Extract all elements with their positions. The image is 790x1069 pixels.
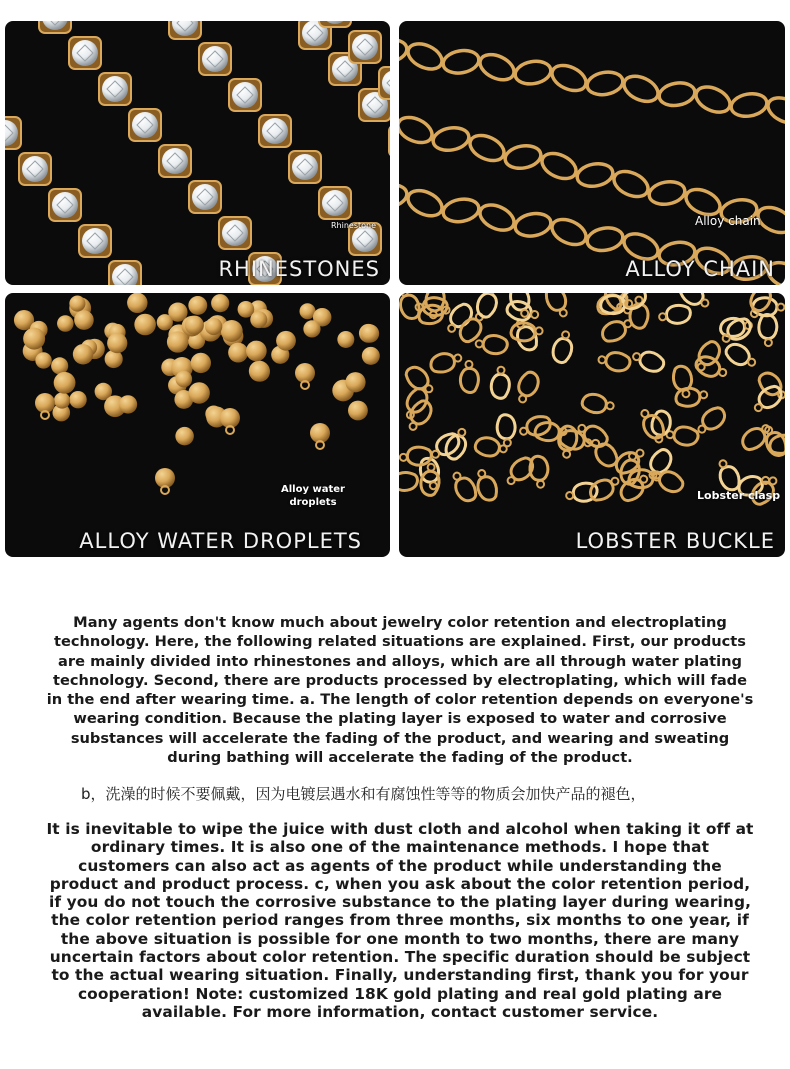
chain-link-icon [513,211,552,239]
lobster-clasp-icon [677,293,713,313]
alloy-droplets-image [5,293,390,557]
rhinestone-icon [319,21,351,27]
intro-paragraph: Many agents don't know much about jewelry color retention and electroplating technology. Here, the following related situations are explained. First, our products are mainly divided into rhinestones and alloys, which are all through water plating technology. Second, there are products processed by electroplating, which will fade in the end after wearing time. a. The length of color retention depends on everyone's wearing condition. Because the plating layer is exposed to water and corrosive substances will accelerate the fading of the product, and wearing and sweating during bathing will accelerate the fading of the product. [46,614,754,767]
chain-link-icon [513,59,552,87]
rhinestone-icon [199,43,231,75]
rhinestone-icon [289,151,321,183]
rhinestone-icon [229,79,261,111]
droplet-bead-icon [175,427,193,445]
rhinestone-icon [219,217,251,249]
lobster-clasp-icon [750,383,785,417]
lobster-clasp-icon [630,347,666,375]
droplet-bead-icon [361,324,379,342]
lobster-clasp-icon [429,349,464,375]
droplet-bead-icon [250,311,267,328]
rhinestone-icon [259,115,291,147]
lobster-clasp-caption: Lobster clasp [697,489,781,502]
droplet-bead-icon [119,395,137,413]
rhinestone-icon [79,225,111,257]
droplet-bead-icon [211,294,229,312]
chain-link-icon [503,143,542,171]
droplet-bead-icon [167,331,188,352]
chain-link-icon [585,225,624,253]
chain-link-icon [657,80,696,108]
chain-link-icon [620,71,662,106]
chain-link-icon [538,148,580,183]
lobster-buckle-title: LOBSTER BUCKLE [575,529,775,553]
droplet-bead-icon [362,347,380,365]
droplet-bead-icon [107,333,127,353]
lobster-clasp-icon [543,293,573,320]
lobster-clasp-icon [511,322,543,341]
droplet-bead-icon [35,352,51,368]
chain-link-icon [575,161,614,189]
droplet-bead-icon [246,341,267,362]
chain-link-icon [729,91,768,119]
lobster-clasp-icon [759,315,777,347]
chain-link-icon [441,48,480,76]
droplet-bead-icon [228,343,248,363]
rhinestone-icon [349,31,381,63]
chain-link-icon [476,200,518,235]
rhinestone-icon [69,37,101,69]
chain-link-icon [647,179,686,207]
droplet-bead-icon [69,295,85,311]
lobster-clasp-icon [581,392,615,415]
chain-link-icon [548,60,590,95]
rhinestone-icon [99,73,131,105]
droplet-bead-icon [205,318,222,335]
chain-link-icon [585,69,624,97]
rhinestone-icon [49,189,81,221]
chain-link-icon [610,166,652,201]
lobster-clasp-icon [597,350,631,372]
chinese-note-paragraph: b，洗澡的时候不要佩戴，因为电镀层遇水和有腐蚀性等等的物质会加快产品的褪色， [81,785,646,803]
lobster-clasp-icon [474,293,501,319]
droplet-bead-icon [57,315,74,332]
lobster-clasp-icon [587,472,623,504]
chain-link-icon [692,82,734,117]
droplet-bead-icon [73,344,93,364]
lobster-clasp-icon [497,414,516,446]
droplet-bead-icon [348,401,368,421]
rhinestone-icon [169,21,201,39]
lobster-clasp-image [399,293,785,557]
rhinestone-icon [379,67,390,99]
droplet-bead-icon [276,331,296,351]
droplet-bead-icon [337,331,354,348]
droplet-bead-icon [185,316,204,335]
rhinestone-icon [319,187,351,219]
rhinestone-icon [129,109,161,141]
droplet-bead-icon [134,314,156,336]
droplet-bead-icon [175,371,192,388]
rhinestone-icon [389,125,390,157]
alloy-chain-image [399,21,785,285]
lobster-clasp-icon [475,334,508,354]
alloy-chain-title: ALLOY CHAIN [625,257,775,281]
rhinestone-icon [19,153,51,185]
rhinestone-icon [189,181,221,213]
droplet-bead-icon [54,392,70,408]
rhinestone-chain-image [5,21,390,285]
alloy-chain-caption: Alloy chain [695,214,761,228]
droplet-bead-icon [345,372,365,392]
rhinestone-icon [39,21,71,33]
lobster-clasp-icon [399,471,418,492]
lobster-clasp-icon [460,361,478,393]
rhinestones-title: RHINESTONES [218,257,380,281]
lobster-clasp-icon [448,468,480,504]
droplet-bead-icon [191,353,211,373]
chain-link-icon [404,39,446,74]
droplet-bead-icon [127,293,147,313]
chain-link-icon [476,50,518,85]
chain-link-icon [431,125,470,153]
lobster-clasp-icon [671,365,695,399]
alloy-chain-tile [399,21,785,285]
droplet-bead-icon [157,314,173,330]
droplet-bead-icon [188,296,207,315]
alloy-droplets-caption: Alloy water droplets [281,484,345,508]
rhinestones-caption: Rhinestone [331,221,377,230]
droplet-bead-icon [69,391,86,408]
lobster-clasp-icon [551,329,576,364]
chain-link-icon [466,130,508,165]
lobster-clasp-icon [517,414,553,441]
rhinestone-icon [159,145,191,177]
lobster-clasp-icon [490,366,510,399]
rhinestone-icon [109,261,141,285]
chain-link-icon [441,196,480,224]
rhinestones-tile [5,21,390,285]
chain-link-icon [764,93,785,128]
droplet-bead-icon [221,320,243,342]
lobster-clasp-icon [723,340,759,372]
closing-paragraph: It is inevitable to wipe the juice with dust cloth and alcohol when taking it off at ordinary times. It is also one of the maintenance methods. I hope that customers can also act as agents of the product while understanding the product and product process. c, when you ask about the color retention period, if you do not touch the corrosive substance to the plating layer during wearing, the color retention period ranges from three months, six months to one year, if the above situation is possible for one month to two months, there are many uncertain factors about color retention. The specific duration should be subject to the actual wearing situation. Finally, understanding first, thank you for your cooperation! Note: customized 18K gold plating and real gold plating are available. For more information, contact customer service. [46,820,754,1021]
droplet-bead-icon [303,320,320,337]
chain-link-icon [404,186,446,221]
lobster-clasp-icon [399,446,431,466]
lobster-clasp-icon [718,315,754,347]
droplet-bead-icon [250,362,270,382]
droplet-bead-icon [51,357,68,374]
lobster-buckle-tile [399,293,785,557]
alloy-droplets-title: ALLOY WATER DROPLETS [79,529,362,553]
chain-link-icon [548,214,590,249]
droplet-bead-icon [54,372,76,394]
chain-link-icon [399,112,436,147]
lobster-clasp-icon [513,370,542,406]
alloy-water-droplets-tile [5,293,390,557]
rhinestone-icon [5,117,21,149]
droplet-bead-icon [188,382,209,403]
droplet-bead-icon [74,310,94,330]
lobster-clasp-icon [658,304,692,326]
droplet-bead-icon [23,328,45,350]
lobster-clasp-icon [473,467,500,503]
